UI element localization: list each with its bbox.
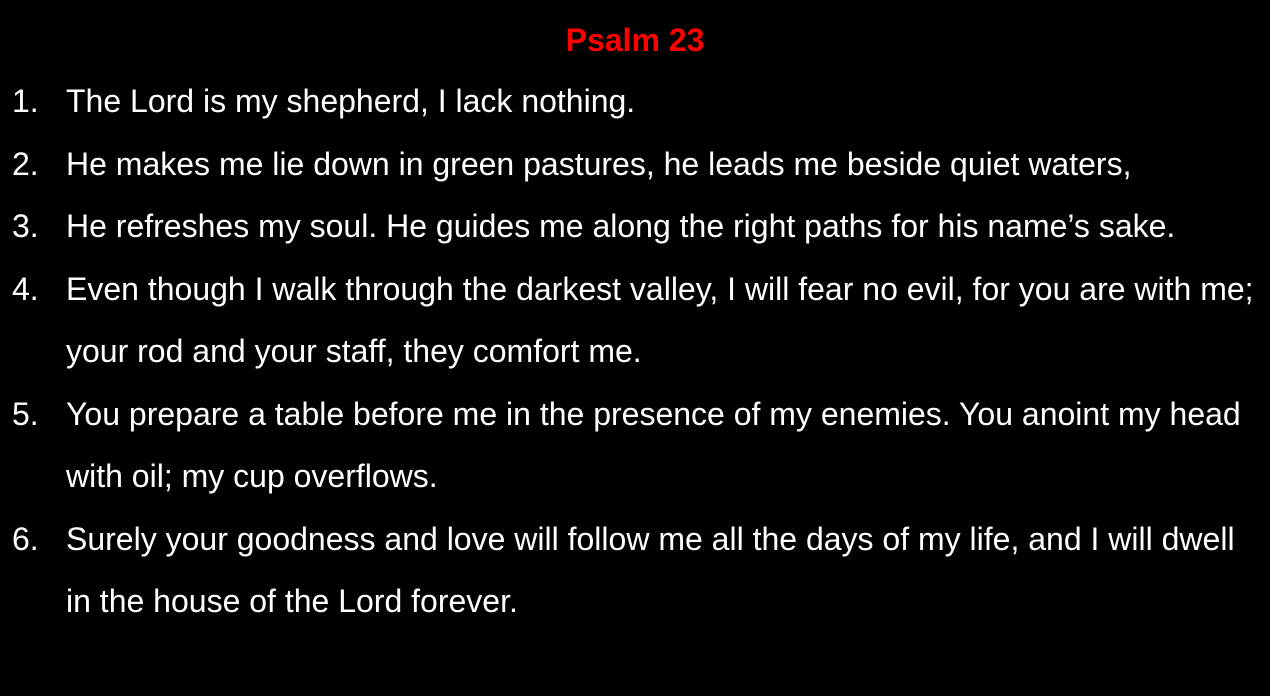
verse-item <box>12 195 1270 258</box>
verse-list <box>12 70 1270 633</box>
verse-item <box>12 258 1270 383</box>
verse-number: 5. <box>12 395 39 432</box>
verse-text: He makes me lie down in green pastures, he leads me beside quiet waters, <box>66 145 1132 182</box>
verse-item <box>12 133 1270 196</box>
verse-number: 2. <box>12 145 39 182</box>
verse-text: You prepare a table before me in the presence of my enemies. You anoint my head with oil; my cup overflows. <box>66 395 1241 494</box>
verse-text: He refreshes my soul. He guides me along the right paths for his name’s sake. <box>66 208 1176 244</box>
verse-item <box>12 508 1270 633</box>
verse-number: 6. <box>12 520 39 557</box>
verse-item <box>12 383 1270 508</box>
verse-item <box>12 70 1270 133</box>
verse-number: 3. <box>12 208 39 244</box>
verse-text: Surely your goodness and love will follow me all the days of my life, and I will dwell in the house of the Lord forever. <box>66 520 1235 619</box>
slide-title: Psalm 23 <box>565 22 705 58</box>
verse-number: 1. <box>12 83 39 119</box>
verse-text: Even though I walk through the darkest valley, I will fear no evil, for you are with me; your rod and your staff, they comfort me. <box>66 270 1254 369</box>
verse-number: 4. <box>12 270 39 307</box>
verse-text: The Lord is my shepherd, I lack nothing. <box>66 83 636 119</box>
